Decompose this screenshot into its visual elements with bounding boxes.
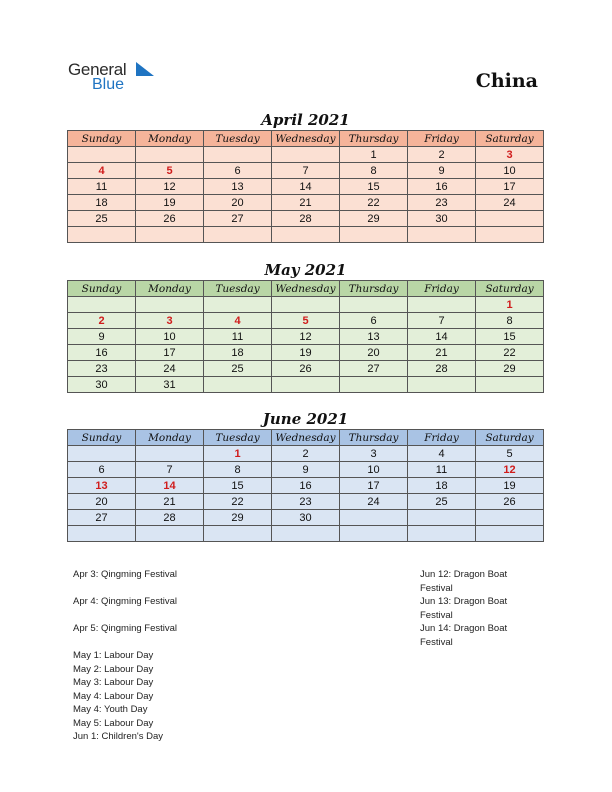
day-cell: 25 xyxy=(68,211,136,227)
day-cell: 27 xyxy=(340,361,408,377)
day-cell xyxy=(204,297,272,313)
day-cell xyxy=(136,526,204,542)
weekday-header: Tuesday xyxy=(204,430,272,446)
weekday-header-row xyxy=(68,430,544,446)
day-cell xyxy=(476,377,544,393)
logo-triangle-icon xyxy=(134,62,154,78)
day-cell: 25 xyxy=(204,361,272,377)
day-cell xyxy=(408,510,476,526)
weekday-header: Sunday xyxy=(68,281,136,297)
day-cell: 4 xyxy=(68,163,136,179)
weekday-header: Monday xyxy=(136,281,204,297)
holiday-note xyxy=(73,636,177,650)
day-cell: 12 xyxy=(476,462,544,478)
weekday-header: Tuesday xyxy=(204,281,272,297)
day-cell: 18 xyxy=(68,195,136,211)
day-cell: 16 xyxy=(272,478,340,494)
day-cell: 11 xyxy=(204,329,272,345)
day-cell xyxy=(136,147,204,163)
week-row xyxy=(68,329,544,345)
weekday-header: Thursday xyxy=(340,281,408,297)
weekday-header: Friday xyxy=(408,131,476,147)
weekday-header: Thursday xyxy=(340,131,408,147)
day-cell: 1 xyxy=(204,446,272,462)
holiday-notes-right xyxy=(420,568,507,649)
day-cell: 27 xyxy=(204,211,272,227)
holiday-note: Jun 13: Dragon Boat xyxy=(420,596,508,607)
day-cell: 6 xyxy=(340,313,408,329)
holiday-note: Festival xyxy=(420,582,453,594)
day-cell: 15 xyxy=(204,478,272,494)
day-cell: 20 xyxy=(340,345,408,361)
week-row xyxy=(68,361,544,377)
day-cell xyxy=(204,526,272,542)
day-cell: 10 xyxy=(340,462,408,478)
week-row xyxy=(68,179,544,195)
weekday-header-row xyxy=(68,281,544,297)
calendar-grid xyxy=(67,429,544,542)
day-cell xyxy=(408,297,476,313)
week-row xyxy=(68,195,544,211)
weekday-header: Tuesday xyxy=(204,131,272,147)
day-cell: 22 xyxy=(476,345,544,361)
holiday-note: May 4: Youth Day xyxy=(73,704,148,715)
day-cell xyxy=(272,227,340,243)
day-cell xyxy=(476,211,544,227)
day-cell: 13 xyxy=(340,329,408,345)
week-row xyxy=(68,297,544,313)
day-cell: 5 xyxy=(272,313,340,329)
day-cell xyxy=(204,147,272,163)
day-cell: 10 xyxy=(136,329,204,345)
day-cell: 18 xyxy=(204,345,272,361)
day-cell: 14 xyxy=(272,179,340,195)
week-row xyxy=(68,163,544,179)
weekday-header: Wednesday xyxy=(272,430,340,446)
day-cell: 8 xyxy=(476,313,544,329)
day-cell: 2 xyxy=(408,147,476,163)
day-cell: 21 xyxy=(408,345,476,361)
holiday-note: Apr 5: Qingming Festival xyxy=(73,623,178,634)
day-cell xyxy=(408,227,476,243)
day-cell: 29 xyxy=(340,211,408,227)
day-cell: 7 xyxy=(136,462,204,478)
day-cell: 12 xyxy=(136,179,204,195)
day-cell: 11 xyxy=(68,179,136,195)
day-cell: 15 xyxy=(340,179,408,195)
day-cell: 17 xyxy=(136,345,204,361)
holiday-note: May 4: Labour Day xyxy=(73,690,154,702)
month-title: April 2021 xyxy=(261,111,350,129)
holiday-notes-left xyxy=(73,568,177,744)
day-cell xyxy=(68,446,136,462)
weekday-header: Wednesday xyxy=(272,131,340,147)
day-cell: 23 xyxy=(68,361,136,377)
day-cell: 6 xyxy=(68,462,136,478)
day-cell: 5 xyxy=(136,163,204,179)
day-cell: 29 xyxy=(476,361,544,377)
logo-general-text: General xyxy=(68,60,127,79)
day-cell: 26 xyxy=(272,361,340,377)
day-cell xyxy=(204,377,272,393)
day-cell: 3 xyxy=(136,313,204,329)
day-cell: 6 xyxy=(204,163,272,179)
day-cell xyxy=(272,147,340,163)
day-cell: 10 xyxy=(476,163,544,179)
weekday-header-row xyxy=(68,131,544,147)
day-cell: 1 xyxy=(340,147,408,163)
month-april xyxy=(67,110,544,243)
day-cell xyxy=(136,297,204,313)
day-cell: 18 xyxy=(408,478,476,494)
day-cell: 23 xyxy=(408,195,476,211)
day-cell: 5 xyxy=(476,446,544,462)
day-cell: 22 xyxy=(340,195,408,211)
day-cell: 24 xyxy=(340,494,408,510)
day-cell xyxy=(408,377,476,393)
calendar-grid xyxy=(67,280,544,393)
weekday-header: Friday xyxy=(408,281,476,297)
week-row xyxy=(68,446,544,462)
day-cell: 24 xyxy=(136,361,204,377)
day-cell: 13 xyxy=(204,179,272,195)
week-row xyxy=(68,147,544,163)
week-row xyxy=(68,345,544,361)
holiday-note: May 3: Labour Day xyxy=(73,677,154,688)
week-row xyxy=(68,494,544,510)
day-cell xyxy=(476,227,544,243)
weekday-header: Monday xyxy=(136,430,204,446)
weekday-header: Sunday xyxy=(68,430,136,446)
month-title: June 2021 xyxy=(262,410,349,428)
day-cell: 30 xyxy=(68,377,136,393)
logo-blue-text: Blue xyxy=(92,76,125,93)
day-cell: 21 xyxy=(136,494,204,510)
day-cell xyxy=(204,227,272,243)
week-row xyxy=(68,227,544,243)
week-row xyxy=(68,313,544,329)
weekday-header: Thursday xyxy=(340,430,408,446)
day-cell xyxy=(68,227,136,243)
day-cell: 19 xyxy=(136,195,204,211)
day-cell: 13 xyxy=(68,478,136,494)
day-cell xyxy=(272,297,340,313)
day-cell: 7 xyxy=(408,313,476,329)
day-cell xyxy=(340,227,408,243)
day-cell: 20 xyxy=(204,195,272,211)
month-may xyxy=(67,260,544,393)
week-row xyxy=(68,462,544,478)
day-cell: 26 xyxy=(476,494,544,510)
country-title: China xyxy=(475,70,538,92)
day-cell: 20 xyxy=(68,494,136,510)
week-row xyxy=(68,526,544,542)
generalblue-logo xyxy=(68,60,168,96)
day-cell: 28 xyxy=(136,510,204,526)
day-cell: 3 xyxy=(340,446,408,462)
day-cell: 25 xyxy=(408,494,476,510)
day-cell: 8 xyxy=(204,462,272,478)
day-cell xyxy=(340,526,408,542)
day-cell xyxy=(340,297,408,313)
day-cell: 12 xyxy=(272,329,340,345)
day-cell: 4 xyxy=(408,446,476,462)
holiday-note xyxy=(73,609,177,623)
holiday-note xyxy=(73,582,177,596)
week-row xyxy=(68,377,544,393)
weekday-header: Friday xyxy=(408,430,476,446)
weekday-header: Saturday xyxy=(476,281,544,297)
day-cell: 19 xyxy=(272,345,340,361)
day-cell: 14 xyxy=(136,478,204,494)
day-cell xyxy=(68,526,136,542)
day-cell xyxy=(340,377,408,393)
day-cell: 22 xyxy=(204,494,272,510)
day-cell: 21 xyxy=(272,195,340,211)
weekday-header: Saturday xyxy=(476,430,544,446)
day-cell: 31 xyxy=(136,377,204,393)
day-cell: 7 xyxy=(272,163,340,179)
day-cell xyxy=(68,147,136,163)
weekday-header: Wednesday xyxy=(272,281,340,297)
day-cell: 27 xyxy=(68,510,136,526)
day-cell xyxy=(68,297,136,313)
day-cell: 14 xyxy=(408,329,476,345)
day-cell: 9 xyxy=(408,163,476,179)
day-cell: 17 xyxy=(340,478,408,494)
month-title: May 2021 xyxy=(264,261,347,279)
day-cell: 2 xyxy=(68,313,136,329)
day-cell xyxy=(408,526,476,542)
day-cell: 28 xyxy=(408,361,476,377)
day-cell: 29 xyxy=(204,510,272,526)
day-cell xyxy=(340,510,408,526)
day-cell xyxy=(272,377,340,393)
day-cell: 17 xyxy=(476,179,544,195)
week-row xyxy=(68,478,544,494)
day-cell: 4 xyxy=(204,313,272,329)
holiday-note: Jun 12: Dragon Boat xyxy=(420,569,508,580)
calendar-grid xyxy=(67,130,544,243)
day-cell: 2 xyxy=(272,446,340,462)
holiday-note: Jun 1: Children's Day xyxy=(73,731,163,742)
holiday-note: May 2: Labour Day xyxy=(73,663,154,675)
day-cell: 23 xyxy=(272,494,340,510)
weekday-header: Monday xyxy=(136,131,204,147)
day-cell: 9 xyxy=(68,329,136,345)
day-cell xyxy=(272,526,340,542)
day-cell xyxy=(476,510,544,526)
holiday-note: Apr 4: Qingming Festival xyxy=(73,596,178,607)
day-cell: 9 xyxy=(272,462,340,478)
day-cell: 19 xyxy=(476,478,544,494)
day-cell: 16 xyxy=(68,345,136,361)
month-june xyxy=(67,409,544,542)
day-cell: 16 xyxy=(408,179,476,195)
day-cell: 8 xyxy=(340,163,408,179)
day-cell: 28 xyxy=(272,211,340,227)
day-cell: 1 xyxy=(476,297,544,313)
week-row xyxy=(68,510,544,526)
holiday-note: May 1: Labour Day xyxy=(73,650,154,661)
day-cell xyxy=(136,227,204,243)
day-cell: 24 xyxy=(476,195,544,211)
day-cell: 3 xyxy=(476,147,544,163)
holiday-note: Festival xyxy=(420,636,453,648)
day-cell: 30 xyxy=(272,510,340,526)
weekday-header: Saturday xyxy=(476,131,544,147)
day-cell: 11 xyxy=(408,462,476,478)
day-cell: 26 xyxy=(136,211,204,227)
holiday-note: Festival xyxy=(420,609,453,621)
day-cell: 30 xyxy=(408,211,476,227)
day-cell xyxy=(136,446,204,462)
holiday-note: Apr 3: Qingming Festival xyxy=(73,569,178,580)
holiday-note: Jun 14: Dragon Boat xyxy=(420,623,508,634)
week-row xyxy=(68,211,544,227)
day-cell xyxy=(476,526,544,542)
holiday-note: May 5: Labour Day xyxy=(73,717,154,729)
day-cell: 15 xyxy=(476,329,544,345)
weekday-header: Sunday xyxy=(68,131,136,147)
